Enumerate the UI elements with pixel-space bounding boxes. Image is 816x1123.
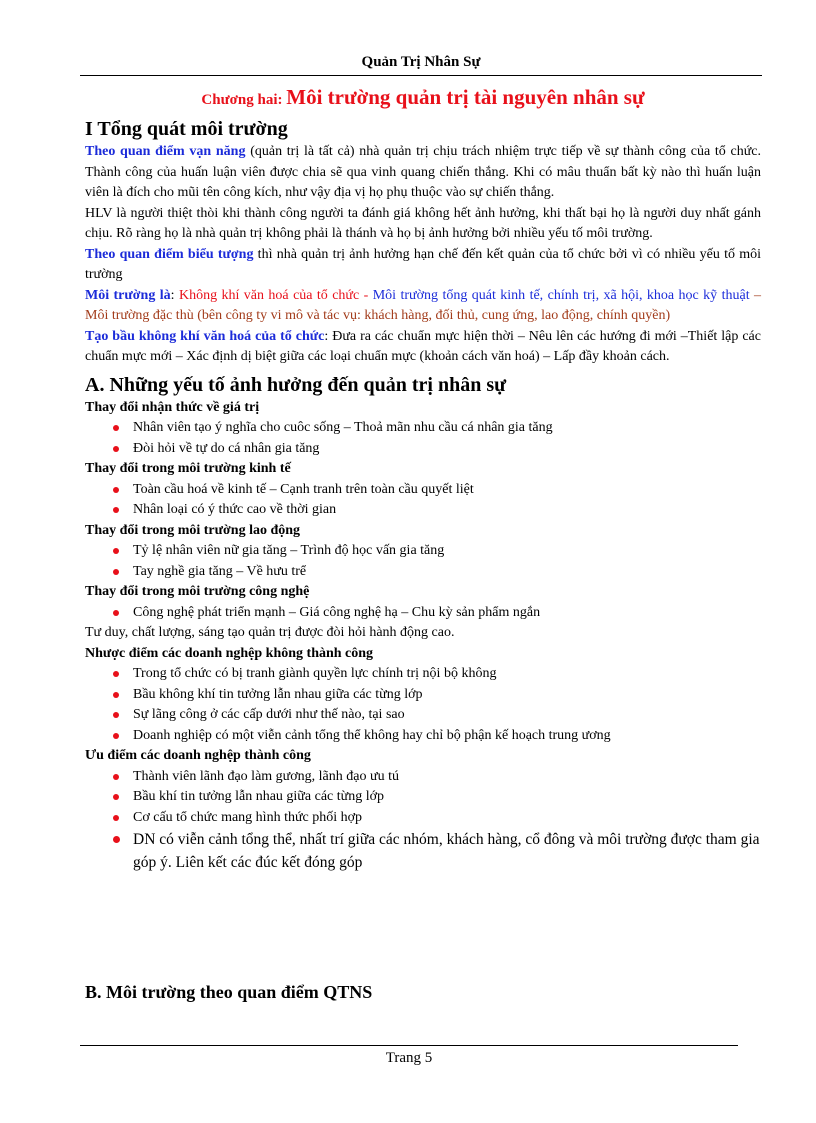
bullet-dot-icon <box>113 712 119 718</box>
chapter-label: Chương hai <box>201 92 278 108</box>
list-item <box>85 808 761 829</box>
list-item <box>85 726 761 747</box>
chapter-name: Môi trường quản trị tài nguyên nhân sự <box>286 85 645 109</box>
paragraph-symbolic-view <box>85 245 761 286</box>
page-header-title: Quản Trị Nhân Sự <box>361 54 481 70</box>
header-rule <box>80 75 762 76</box>
bullet-dot-icon <box>113 774 119 780</box>
bullet-dot-icon <box>113 836 120 843</box>
bullet-dot-icon <box>113 794 119 800</box>
list-item-text: Tỷ lệ nhân viên nữ gia tăng – Trình độ học vấn gia tăng <box>133 543 445 558</box>
list-item <box>85 480 761 501</box>
paragraph-coach: HLV là người thiệt thòi khi thành công người ta đánh giá không hết ảnh hưởng, khi thất bại họ là người duy nhất gánh chịu. Rõ ràng họ là nhà quản trị không phải là thánh và họ bị ảnh hưởng bởi nhiều yếu tố môi trường. <box>85 205 761 241</box>
bullet-dot-icon <box>113 692 119 698</box>
list-item-text: Thành viên lãnh đạo làm gương, lãnh đạo ưu tú <box>133 768 399 784</box>
text-general-environment: Môi trường tổng quát kinh tế, chính trị, xã hội, khoa học kỹ thuật <box>372 287 750 303</box>
text-culture: Không khí văn hoá của tổ chức - <box>178 287 373 303</box>
group-title: Ưu điểm các doanh nghệp thành công <box>85 748 311 763</box>
list-item <box>85 603 761 624</box>
paragraph-colon: : <box>170 287 179 303</box>
bullet-list <box>85 541 761 582</box>
group-title: Thay đổi trong môi trường công nghệ <box>85 584 310 599</box>
list-item-text: Doanh nghiệp có một viễn cảnh tổng thể không hay chỉ bộ phận kế hoạch trung ương <box>133 727 611 743</box>
list-item <box>85 418 761 439</box>
chapter-title <box>85 82 761 112</box>
group-title: Thay đổi trong môi trường kinh tế <box>85 461 291 476</box>
bullet-dot-icon <box>113 425 119 431</box>
bullet-list <box>85 418 761 459</box>
list-item-text: Bầu không khí tin tưởng lẫn nhau giữa các từng lớp <box>133 686 423 702</box>
list-item <box>85 787 761 808</box>
footer-rule <box>80 1045 738 1046</box>
list-item-text: Nhân loại có ý thức cao về thời gian <box>133 502 337 517</box>
list-item <box>85 685 761 706</box>
list-item-text: Công nghệ phát triển mạnh – Giá công nghệ hạ – Chu kỳ sản phẩm ngắn <box>133 604 541 620</box>
section-heading-b: B. Môi trường theo quan điểm QTNS <box>85 982 373 1002</box>
text-specific-environment: – Môi trường đặc thù (bên công ty vi mô và tác vụ: khách hàng, đối thủ, cung ứng, lao động, chính quyền) <box>85 287 762 323</box>
list-item-text: Bầu khí tin tưởng lẫn nhau giữa các từng lớp <box>133 789 385 804</box>
list-item <box>85 664 761 685</box>
bullet-dot-icon <box>113 815 119 821</box>
section-heading-a: A. Những yếu tố ảnh hưởng đến quản trị nhân sự <box>85 373 507 396</box>
list-item <box>85 562 761 583</box>
bullet-dot-icon <box>113 507 119 513</box>
page-number: Trang 5 <box>385 1050 433 1066</box>
list-item-text: Nhân viên tạo ý nghĩa cho cuôc sống – Thoả mãn nhu cầu cá nhân gia tăng <box>133 420 553 435</box>
bullet-dot-icon <box>113 548 119 554</box>
page-content <box>85 82 761 874</box>
paragraph-lead: Môi trường là <box>85 287 171 303</box>
group-title: Thay đổi trong môi trường lao động <box>85 522 301 538</box>
paragraph-text: thì nhà quản trị ảnh hưởng hạn chế đến kết quản của tổ chức bởi vì có nhiều yếu tố môi trường <box>85 246 761 282</box>
paragraph-lead: Theo quan điểm biểu tượng <box>85 246 254 262</box>
list-item-text: Đòi hỏi về tự do cá nhân gia tăng <box>133 440 320 456</box>
paragraph-lead: Tạo bầu không khí văn hoá của tổ chức <box>85 328 325 344</box>
paragraph-environment-is <box>85 286 761 327</box>
bullet-dot-icon <box>113 610 119 616</box>
paragraph-lead: Theo quan điểm vạn năng <box>85 144 246 159</box>
list-item <box>85 767 761 788</box>
group-title: Nhược điểm các doanh nghệp không thành công <box>85 645 374 661</box>
list-item <box>85 541 761 562</box>
paragraph-universal-view <box>85 142 761 204</box>
bullet-list <box>85 603 761 624</box>
bullet-list <box>85 664 761 746</box>
bullet-dot-icon <box>113 733 119 739</box>
list-item-text: Cơ cấu tổ chức mang hình thức phối hợp <box>133 809 363 825</box>
chapter-colon: : <box>277 92 287 108</box>
list-item <box>85 439 761 460</box>
section-heading-1: I Tổng quát môi trường <box>85 118 288 140</box>
list-item-text: Sự lãng công ở các cấp dưới như thế nào, tại sao <box>133 707 405 722</box>
list-item <box>85 828 761 874</box>
paragraph-text: (quản trị là tất cả) nhà quản trị chịu trách nhiệm trực tiếp về sự thành công của tổ chức. Thành công của huấn luận viên được chia sẽ qua vinh quang chiến thắng. Khi có mâu thuẩn bất kỳ nào thì huấn luận viên là đích cho mũi tên công kích, như vậy địa vị họ phụ thuộc vào sự chiến thắng. <box>85 144 762 200</box>
list-item-text: Trong tổ chức có bị tranh giành quyền lực chính trị nội bộ không <box>133 666 497 681</box>
list-item <box>85 500 761 521</box>
bullet-list <box>85 767 761 875</box>
list-item-text: Tay nghề gia tăng – Về hưu trể <box>133 563 307 579</box>
paragraph-culture <box>85 327 761 368</box>
paragraph-text: : Đưa ra các chuẩn mực hiện thời – Nêu lên các hướng đi mới –Thiết lập các chuẩn mực mới – Xác định dị biệt giữa các loại chuẩn mực (khoản cách văn hoá) – Lấp đầy khoản cách. <box>85 328 761 364</box>
bullet-dot-icon <box>113 569 119 575</box>
list-item-text: Toàn cầu hoá về kinh tế – Cạnh tranh trên toàn cầu quyết liệt <box>133 481 474 497</box>
bullet-dot-icon <box>113 446 119 452</box>
bullet-dot-icon <box>113 487 119 493</box>
bullet-dot-icon <box>113 671 119 677</box>
bullet-list <box>85 480 761 521</box>
list-item <box>85 705 761 726</box>
note-text: Tư duy, chất lượng, sáng tạo quản trị được đòi hỏi hành động cao. <box>85 625 455 640</box>
group-title: Thay đổi nhận thức về giá trị <box>85 399 260 415</box>
list-item-text: DN có viễn cảnh tổng thể, nhất trí giữa các nhóm, khách hàng, cổ đông và môi trường được tham gia góp ý. Liên kết các đúc kết đóng góp <box>133 831 760 871</box>
